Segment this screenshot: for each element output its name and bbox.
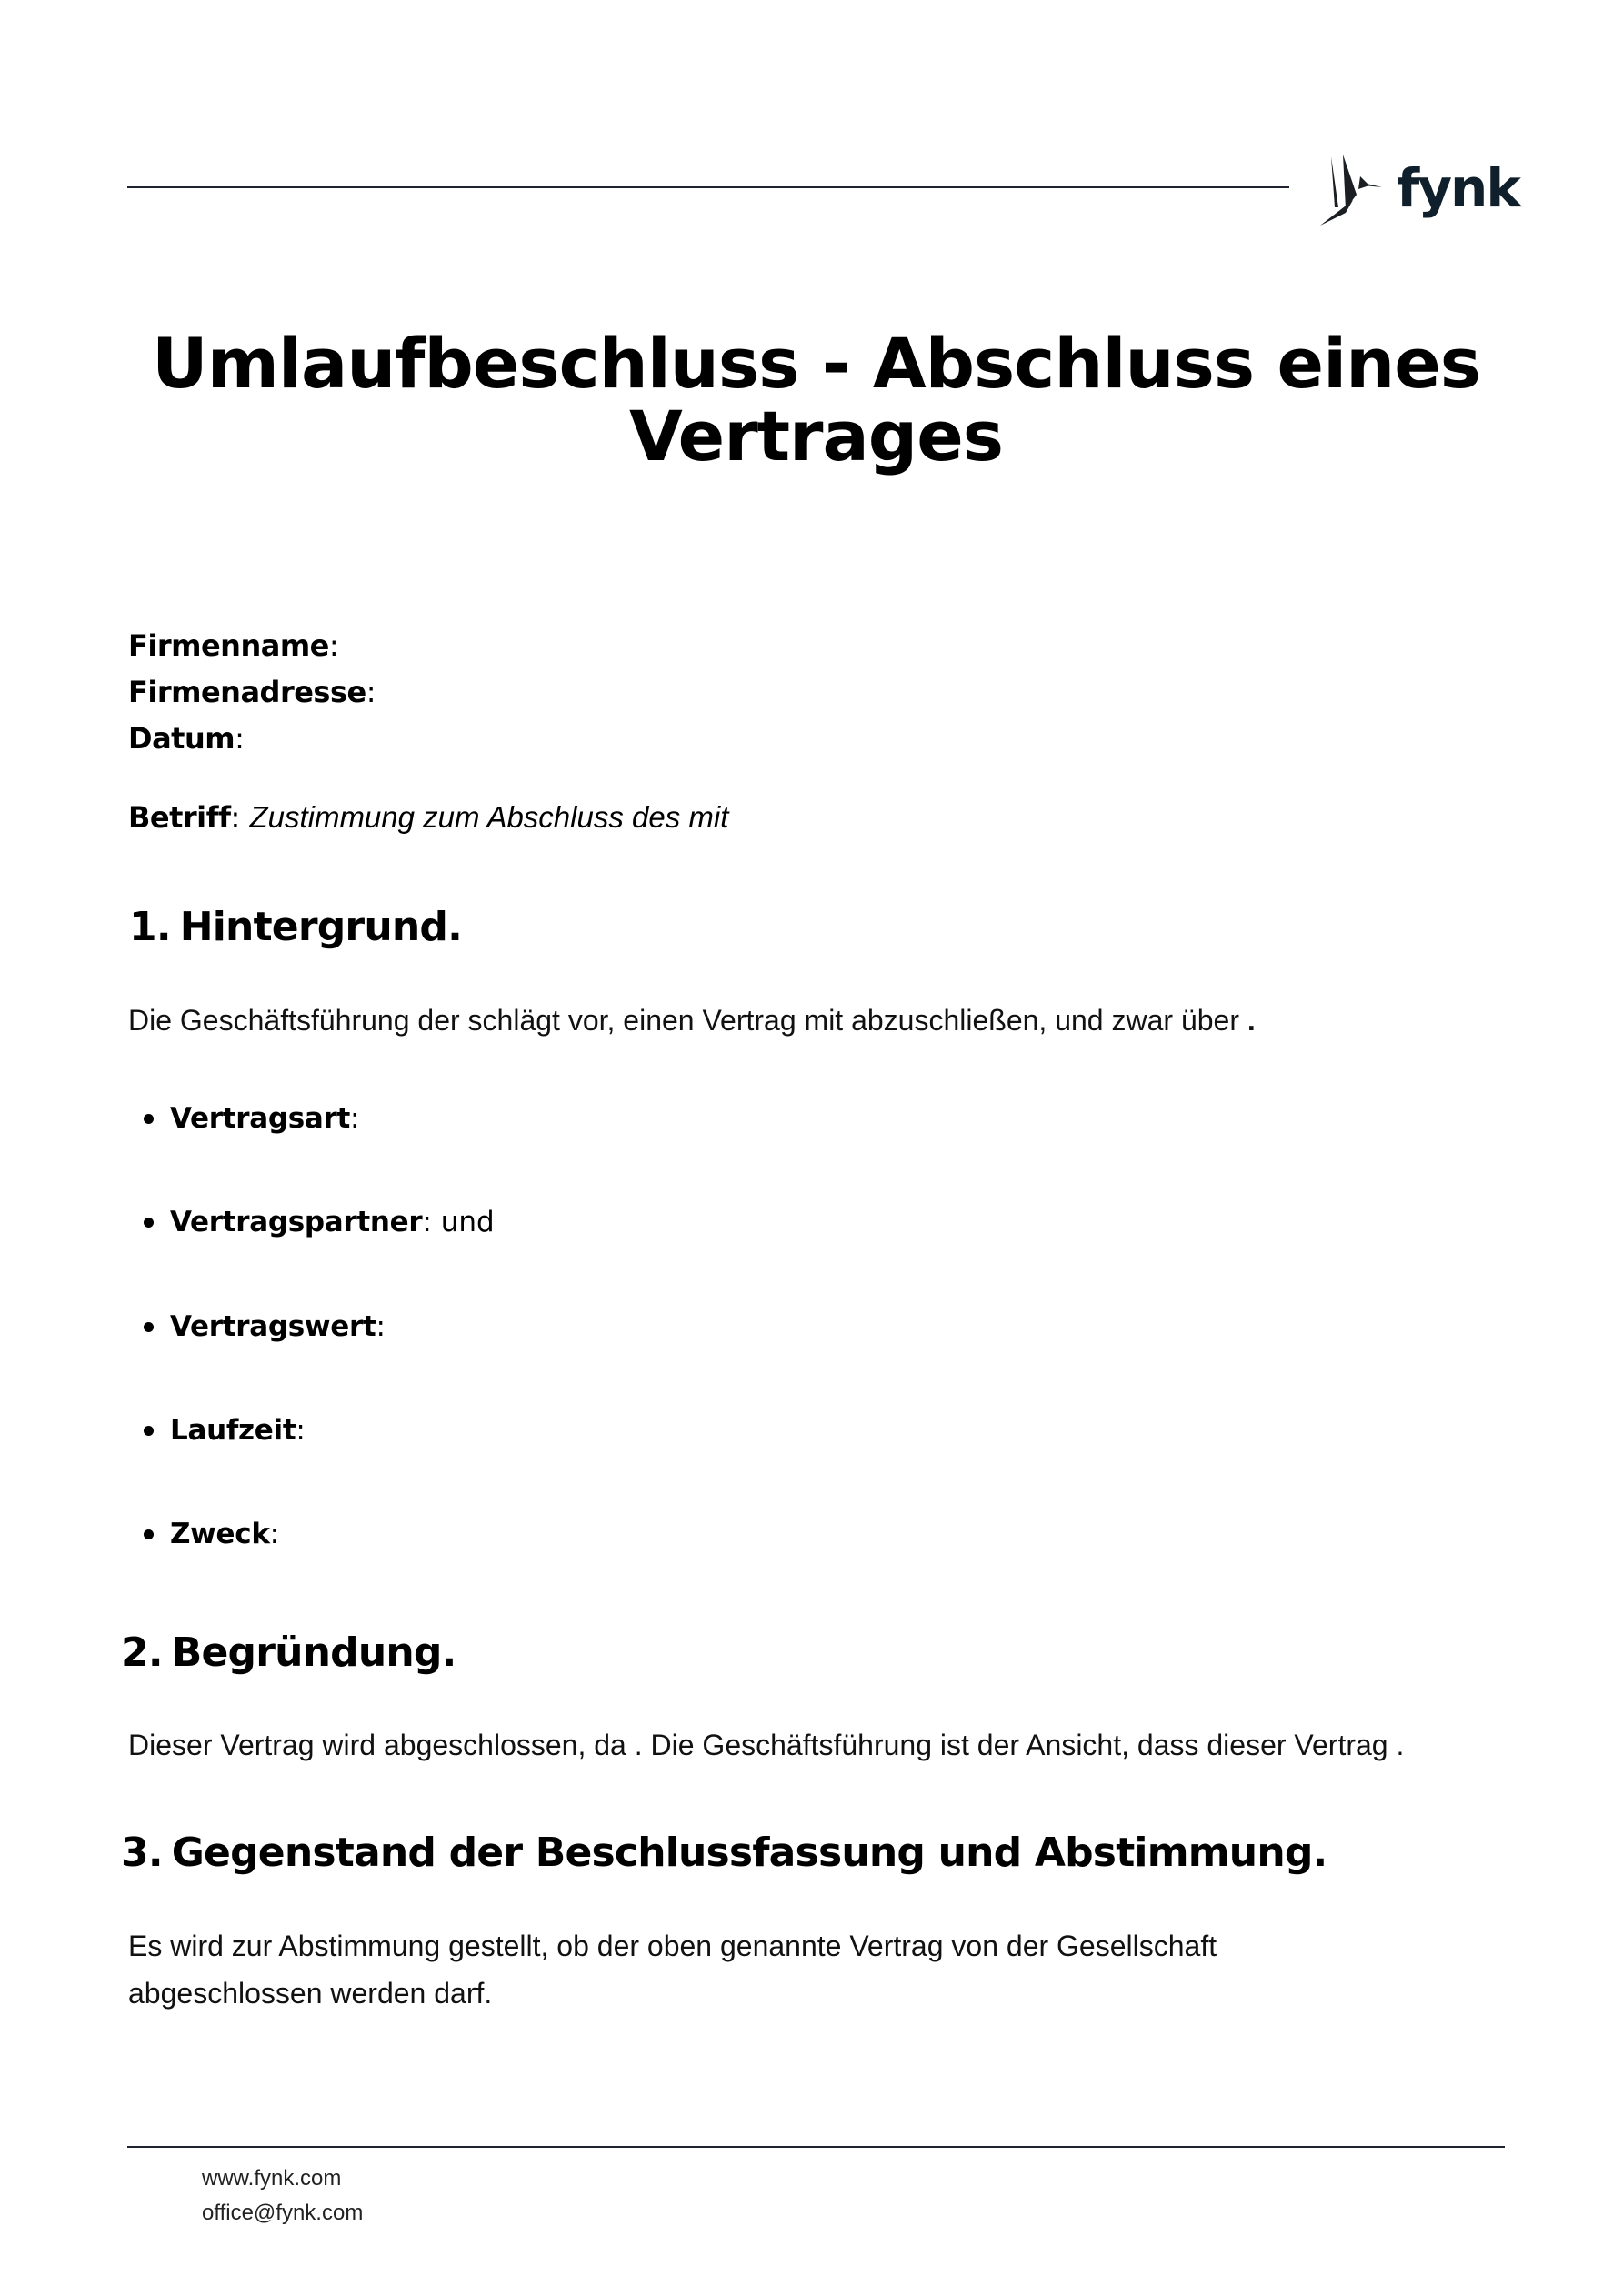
- subject-separator: :: [230, 800, 250, 835]
- footer-website-link[interactable]: www.fynk.com: [202, 2166, 342, 2191]
- bullet-label: Vertragsart: [170, 1102, 351, 1135]
- section-2-paragraph: Dieser Vertrag wird abgeschlossen, da . Die Geschäftsführung ist der Ansicht, dass dieser Vertrag .: [128, 1729, 1405, 1761]
- origami-bird-icon: [1318, 155, 1384, 227]
- bullet-value: : und: [422, 1206, 495, 1238]
- bullet-icon: [144, 1322, 154, 1332]
- bullet-label: Zweck: [170, 1518, 270, 1550]
- footer-divider: [127, 2146, 1505, 2148]
- bullet-value: :: [376, 1310, 386, 1343]
- section-number: 1.: [129, 904, 171, 950]
- subject-label: Betriff: [128, 800, 231, 835]
- field-separator: :: [235, 721, 245, 756]
- bullet-icon: [144, 1426, 154, 1436]
- bullet-contract-type: [144, 1102, 359, 1135]
- section-heading-1: [129, 904, 462, 950]
- bullet-icon: [144, 1114, 154, 1124]
- section-number: 3.: [121, 1830, 163, 1876]
- bullet-label: Vertragspartner: [170, 1206, 423, 1238]
- bullet-value: :: [350, 1102, 360, 1135]
- bullet-value: :: [269, 1518, 280, 1550]
- section-1-paragraph: [128, 997, 1256, 1044]
- logo-wordmark: fynk: [1397, 157, 1519, 219]
- paragraph-text: Die Geschäftsführung der schlägt vor, einen Vertrag mit abzuschließen, und zwar über: [128, 1004, 1247, 1037]
- subject-value: Zustimmung zum Abschluss des mit: [249, 800, 729, 834]
- document-title: [127, 323, 1505, 476]
- footer-contact: [202, 2161, 363, 2231]
- subject-line: [128, 800, 728, 835]
- section-title: Hintergrund.: [179, 904, 462, 950]
- bullet-contract-partner: [144, 1206, 495, 1238]
- fynk-logo: [1318, 150, 1519, 232]
- field-label: Datum: [128, 721, 235, 756]
- section-number: 2.: [121, 1629, 163, 1676]
- paragraph-end: .: [1247, 1004, 1256, 1037]
- section-title: Gegenstand der Beschlussfassung und Abstimmung.: [171, 1830, 1327, 1876]
- field-separator: :: [328, 628, 339, 663]
- section-heading-3: [121, 1830, 1327, 1876]
- meta-fields: [128, 627, 376, 767]
- section-title: Begründung.: [171, 1629, 456, 1676]
- bullet-label: Vertragswert: [170, 1310, 376, 1343]
- bullet-icon: [144, 1218, 154, 1228]
- bullet-value: :: [296, 1414, 306, 1447]
- section-3-paragraph: [128, 1922, 1217, 2017]
- field-label: Firmenadresse: [128, 675, 366, 709]
- section-heading-2: [121, 1629, 456, 1676]
- field-date: [128, 720, 376, 767]
- field-separator: :: [366, 675, 376, 709]
- paragraph-line-1: Es wird zur Abstimmung gestellt, ob der oben genannte Vertrag von der Gesellschaft: [128, 1930, 1217, 1962]
- field-company-name: [128, 627, 376, 674]
- bullet-label: Laufzeit: [170, 1414, 296, 1447]
- bullet-icon: [144, 1529, 154, 1539]
- footer-email-link[interactable]: office@fynk.com: [202, 2201, 364, 2225]
- paragraph-line-2: abgeschlossen werden darf.: [128, 1977, 493, 2010]
- field-company-address: [128, 674, 376, 720]
- header-divider: [127, 186, 1289, 188]
- title-line-1: Umlaufbeschluss - Abschluss eines: [151, 323, 1481, 404]
- bullet-purpose: [144, 1518, 279, 1550]
- title-line-2: Vertrages: [629, 396, 1003, 476]
- bullet-contract-value: [144, 1310, 386, 1343]
- field-label: Firmenname: [128, 628, 329, 663]
- bullet-term: [144, 1414, 306, 1447]
